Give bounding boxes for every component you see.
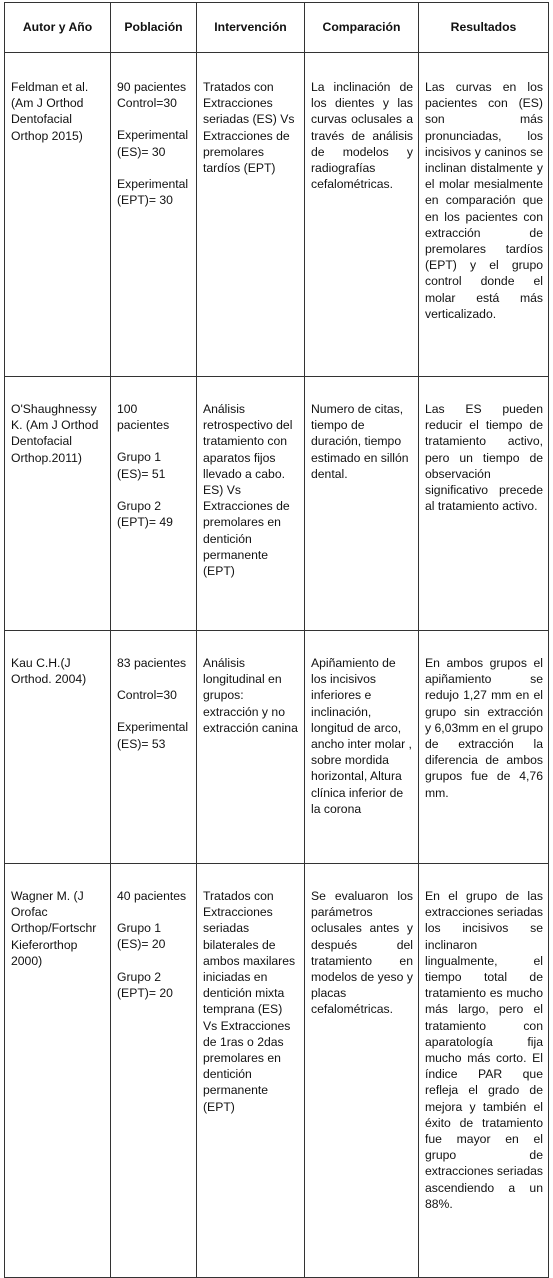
cell-resultados: Las ES pueden reducir el tiempo de tratamiento activo, pero un tiempo de observación significativo precede al tratamiento activo. [419, 377, 549, 631]
cell-autor: Kau C.H.(J Orthod. 2004) [5, 631, 111, 864]
cell-intervencion: Análisis retrospectivo del tratamiento con aparatos fijos llevado a cabo. ES) Vs Extracciones de premolares en dentición permanente (EPT) [197, 377, 305, 631]
poblacion-grupo: Experimental (EPT)= 30 [117, 176, 189, 208]
table-row [5, 864, 549, 1278]
header-resultados: Resultados [419, 3, 549, 53]
header-poblacion: Población [111, 3, 197, 53]
table-container [4, 2, 549, 1278]
cell-poblacion [111, 864, 197, 1278]
cell-intervencion: Tratados con Extracciones seriadas bilaterales de ambos maxilares iniciadas en dentición mixta temprana (ES) Vs Extracciones de 1ras o 2das premolares en dentición permanente (EPT) [197, 864, 305, 1278]
cell-comparacion: La inclinación de los dientes y las curvas oclusales a través de análisis de modelos y radiografías cefalométricas. [305, 53, 419, 377]
cell-poblacion [111, 53, 197, 377]
cell-autor: Wagner M. (J Orofac Orthop/Fortschr Kieferorthop 2000) [5, 864, 111, 1278]
cell-comparacion: Numero de citas, tiempo de duración, tiempo estimado en sillón dental. [305, 377, 419, 631]
table-row [5, 53, 549, 377]
cell-resultados: En ambos grupos el apiñamiento se redujo 1,27 mm en el grupo sin extracción y 6,03mm en el grupo de extracción la diferencia de ambos grupos fue de 4,76 mm. [419, 631, 549, 864]
header-intervencion: Intervención [197, 3, 305, 53]
table-row [5, 377, 549, 631]
cell-autor: Feldman et al. (Am J Orthod Dentofacial Orthop 2015) [5, 53, 111, 377]
poblacion-grupo: Grupo 1 (ES)= 20 [117, 921, 166, 952]
table-row [5, 631, 549, 864]
poblacion-grupo: Grupo 1 (ES)= 51 [117, 450, 166, 481]
poblacion-grupo: Experimental (ES)= 30 [117, 128, 189, 159]
poblacion-grupo: Control=30 [117, 96, 177, 111]
cell-intervencion: Análisis longitudinal en grupos: extracción y no extracción canina [197, 631, 305, 864]
cell-autor: O'Shaughnessy K. (Am J Orthod Dentofacial Orthop.2011) [5, 377, 111, 631]
poblacion-grupo: Grupo 2 (EPT)= 49 [117, 498, 173, 530]
cell-intervencion: Tratados con Extracciones seriadas (ES) Vs Extracciones de premolares tardíos (EPT) [197, 53, 305, 377]
poblacion-grupo: Experimental (ES)= 53 [117, 720, 189, 751]
cell-comparacion: Apiñamiento de los incisivos inferiores e inclinación, longitud de arco, ancho inter molar , sobre mordida horizontal, Altura clínica inferior de la corona [305, 631, 419, 864]
cell-resultados: En el grupo de las extracciones seriadas los incisivos se inclinaron lingualmente, el tiempo total de tratamiento es mucho más largo, pero el tratamiento con aparatología fija mucho más corto. El índice PAR que refleja el grado de mejora y también el éxito de tratamiento fue mayor en el grupo de extracciones seriadas ascendiendo a un 88%. [419, 864, 549, 1278]
header-autor: Autor y Año [5, 3, 111, 53]
cell-comparacion: Se evaluaron los parámetros oclusales antes y después del tratamiento en modelos de yeso y placas cefalométricas. [305, 864, 419, 1278]
poblacion-total: 100 pacientes [117, 402, 170, 433]
poblacion-total: 90 pacientes [117, 80, 187, 94]
cell-poblacion [111, 631, 197, 864]
cell-resultados: Las curvas en los pacientes con (ES) son más pronunciadas, los incisivos y caninos se inclinan distalmente y el molar mesialmente en comparación que en los pacientes con extracción de premolares tardíos (EPT) y el grupo control donde el molar está más verticalizado. [419, 53, 549, 377]
poblacion-total: 83 pacientes [117, 656, 187, 670]
header-comparacion: Comparación [305, 3, 419, 53]
poblacion-total: 40 pacientes [117, 889, 187, 903]
studies-table [4, 2, 549, 1278]
poblacion-grupo: Control=30 [117, 688, 177, 703]
cell-poblacion [111, 377, 197, 631]
poblacion-grupo: Grupo 2 (EPT)= 20 [117, 969, 173, 1000]
header-row [5, 3, 549, 53]
